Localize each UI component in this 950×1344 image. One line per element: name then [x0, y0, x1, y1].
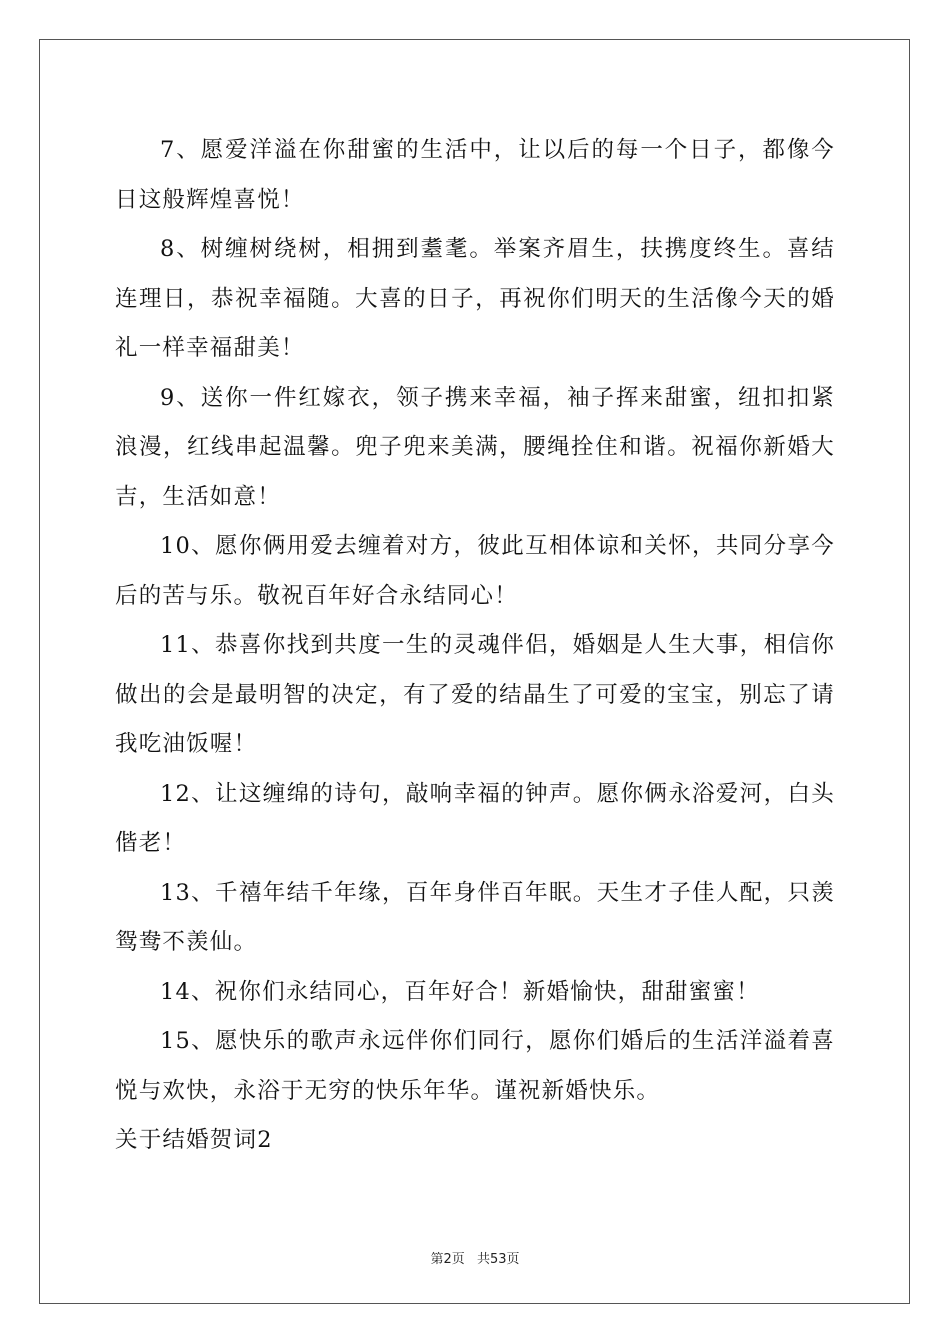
paragraph-11: 11、恭喜你找到共度一生的灵魂伴侣，婚姻是人生大事，相信你做出的会是最明智的决定，有了爱的结晶生了可爱的宝宝，别忘了请我吃油饭喔！ [115, 632, 835, 757]
page-number: 第2页 [430, 1252, 465, 1267]
paragraph-13: 13、千禧年结千年缘，百年身伴百年眠。天生才子佳人配，只羡鸳鸯不羡仙。 [115, 879, 835, 955]
paragraph-12: 12、让这缠绵的诗句，敲响幸福的钟声。愿你俩永浴爱河，白头偕老！ [115, 780, 835, 856]
document-body [115, 126, 835, 1166]
page-footer [0, 1248, 950, 1267]
paragraph-15: 15、愿快乐的歌声永远伴你们同行，愿你们婚后的生活洋溢着喜悦与欢快，永浴于无穷的快乐年华。谨祝新婚快乐。 [115, 1028, 835, 1104]
paragraph-10: 10、愿你俩用爱去缠着对方，彼此互相体谅和关怀，共同分享今后的苦与乐。敬祝百年好合永结同心！ [115, 533, 835, 609]
page-total: 共53页 [476, 1252, 520, 1267]
paragraph-14: 14、祝你们永结同心，百年好合！新婚愉快，甜甜蜜蜜！ [160, 978, 760, 1005]
paragraph-8: 8、树缠树绕树，相拥到耋耄。举案齐眉生，扶携度终生。喜结连理日，恭祝幸福随。大喜的日子，再祝你们明天的生活像今天的婚礼一样幸福甜美！ [115, 236, 835, 361]
paragraph-7: 7、愿爱洋溢在你甜蜜的生活中，让以后的每一个日子，都像今日这般辉煌喜悦！ [115, 137, 835, 213]
paragraph-9: 9、送你一件红嫁衣，领子携来幸福，袖子挥来甜蜜，纽扣扣紧浪漫，红线串起温馨。兜子兜来美满，腰绳拴住和谐。祝福你新婚大吉，生活如意！ [115, 384, 835, 510]
section-heading: 关于结婚贺词2 [115, 1127, 273, 1153]
